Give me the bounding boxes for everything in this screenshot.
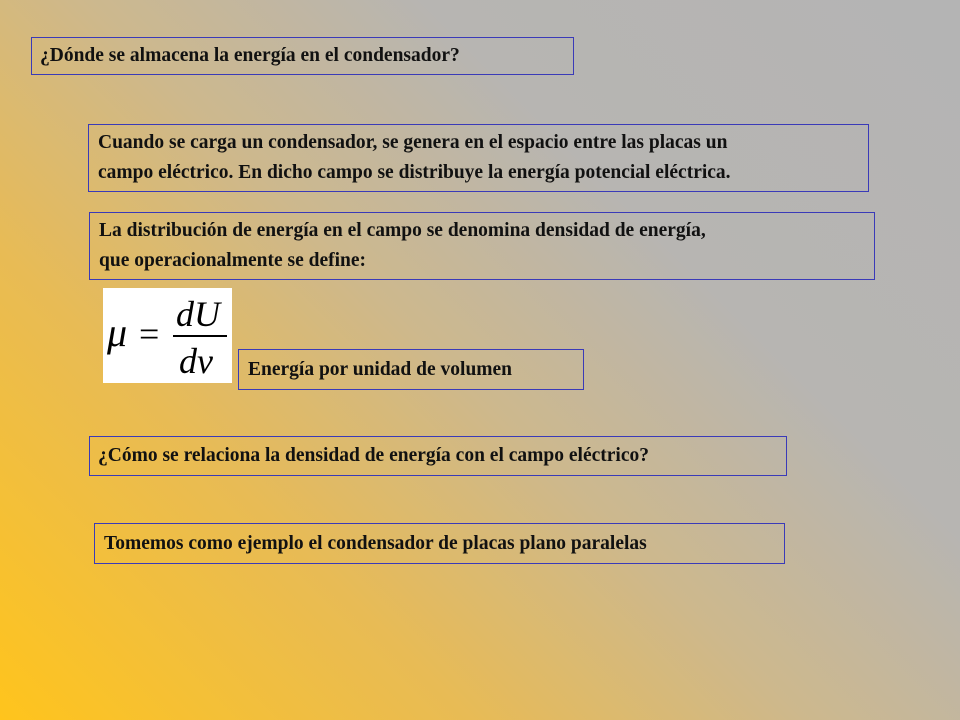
formula-label xyxy=(238,349,584,390)
paragraph-2-line-1: La distribución de energía en el campo se denomina densidad de energía, xyxy=(99,220,706,241)
formula-denominator: dv xyxy=(179,341,213,381)
question-where-energy-stored xyxy=(31,37,574,75)
paragraph-3-text: Tomemos como ejemplo el condensador de placas plano paralelas xyxy=(104,533,647,554)
question-density-vs-field xyxy=(89,436,787,476)
formula-mu: μ xyxy=(107,310,128,355)
paragraph-charging-capacitor xyxy=(88,124,869,192)
paragraph-1-line-2: campo eléctrico. En dicho campo se distribuye la energía potencial eléctrica. xyxy=(98,162,731,183)
paragraph-2-line-2: que operacionalmente se define: xyxy=(99,250,367,271)
formula-equals: = xyxy=(139,314,160,354)
energy-density-formula xyxy=(103,288,232,383)
formula-label-text: Energía por unidad de volumen xyxy=(248,359,513,380)
paragraph-parallel-plate-example xyxy=(94,523,785,564)
question-2-text: ¿Cómo se relaciona la densidad de energía con el campo eléctrico? xyxy=(98,445,649,466)
paragraph-energy-density-definition xyxy=(89,212,875,280)
formula-numerator: dU xyxy=(176,294,220,334)
paragraph-1-line-1: Cuando se carga un condensador, se genera en el espacio entre las placas un xyxy=(98,132,728,153)
question-1-text: ¿Dónde se almacena la energía en el condensador? xyxy=(40,45,460,66)
